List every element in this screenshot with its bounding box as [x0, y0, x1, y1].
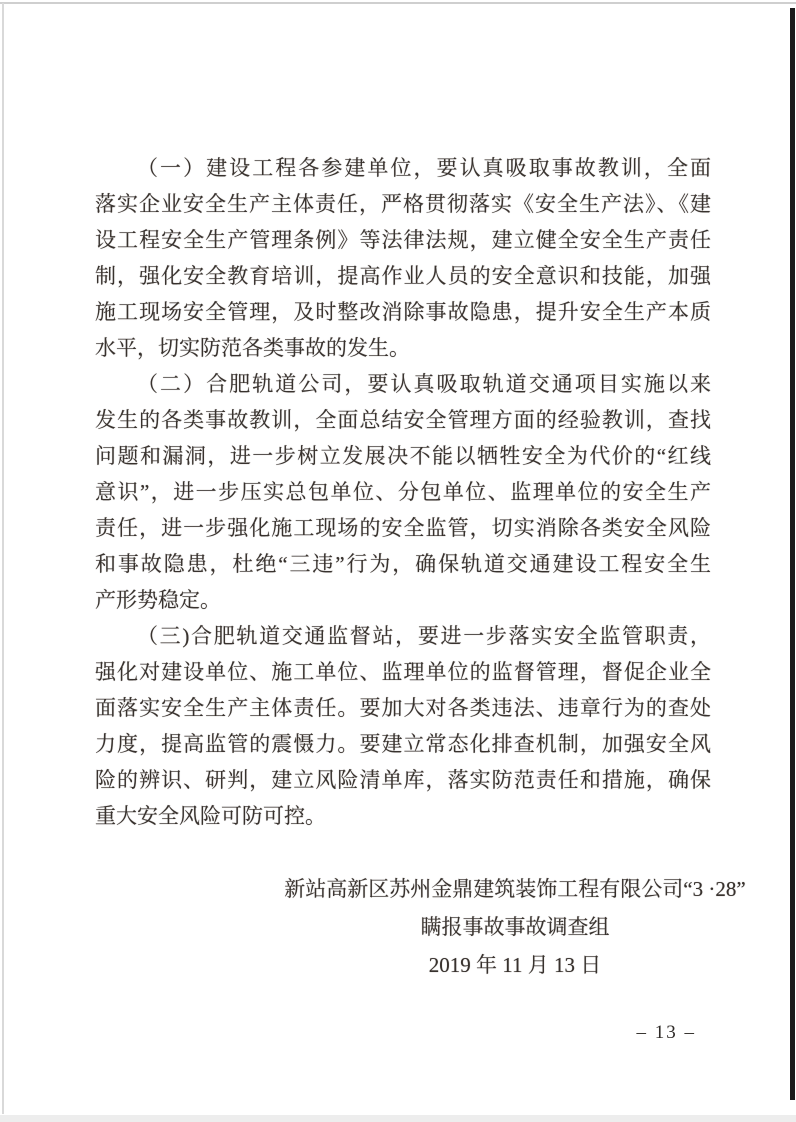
scan-edge-bottom	[0, 1115, 796, 1122]
text-line: 制，强化安全教育培训，提高作业人员的安全意识和技能，加强	[95, 264, 711, 288]
signature-date: 2019 年 11 月 13 日	[428, 953, 602, 977]
text-line: 和事故隐患，杜绝“三违”行为，确保轨道交通建设工程安全生	[95, 552, 711, 576]
text-line: 险的辨识、研判，建立风险清单库，落实防范责任和措施，确保	[95, 768, 711, 792]
text-line: 水平，切实防范各类事故的发生。	[95, 336, 410, 360]
page-number: – 13 –	[636, 1022, 696, 1043]
text-line: 发生的各类事故教训，全面总结安全管理方面的经验教训，查找	[95, 408, 711, 432]
text-line: 施工现场安全管理，及时整改消除事故隐患，提升安全生产本质	[95, 300, 711, 324]
text-line: 力度，提高监管的震慑力。要建立常态化排查机制，加强安全风	[95, 732, 711, 756]
document-body	[95, 150, 711, 834]
text-line: 产形势稳定。	[95, 588, 221, 612]
text-line: （二）合肥轨道公司，要认真吸取轨道交通项目实施以来	[137, 372, 711, 396]
text-line: 问题和漏洞，进一步树立发展决不能以牺牲安全为代价的“红线	[95, 444, 711, 468]
text-line: 面落实安全生产主体责任。要加大对各类违法、违章行为的查处	[95, 696, 711, 720]
text-line: 重大安全风险可防可控。	[95, 804, 326, 828]
text-line: 责任，进一步强化施工现场的安全监管，切实消除各类安全风险	[95, 516, 711, 540]
text-line: （一）建设工程各参建单位，要认真吸取事故教训，全面	[137, 156, 711, 180]
text-line: 强化对建设单位、施工单位、监理单位的监督管理，督促企业全	[95, 660, 711, 684]
text-line: 落实企业安全生产主体责任，严格贯彻落实《安全生产法》、《建	[95, 192, 711, 216]
signature-block	[95, 870, 796, 984]
text-line: （三)合肥轨道交通监督站，要进一步落实安全监管职责，	[137, 624, 711, 648]
text-line: 设工程安全生产管理条例》等法律法规，建立健全安全生产责任	[95, 228, 711, 252]
text-line: 意识”，进一步压实总包单位、分包单位、监理单位的安全生产	[95, 480, 711, 504]
signature-organization: 新站高新区苏州金鼎建筑装饰工程有限公司“3 ·28”	[284, 877, 746, 901]
signature-committee: 瞒报事故事故调查组	[420, 915, 610, 939]
scan-edge-top	[0, 2, 796, 4]
scan-edge-left	[2, 3, 4, 1114]
